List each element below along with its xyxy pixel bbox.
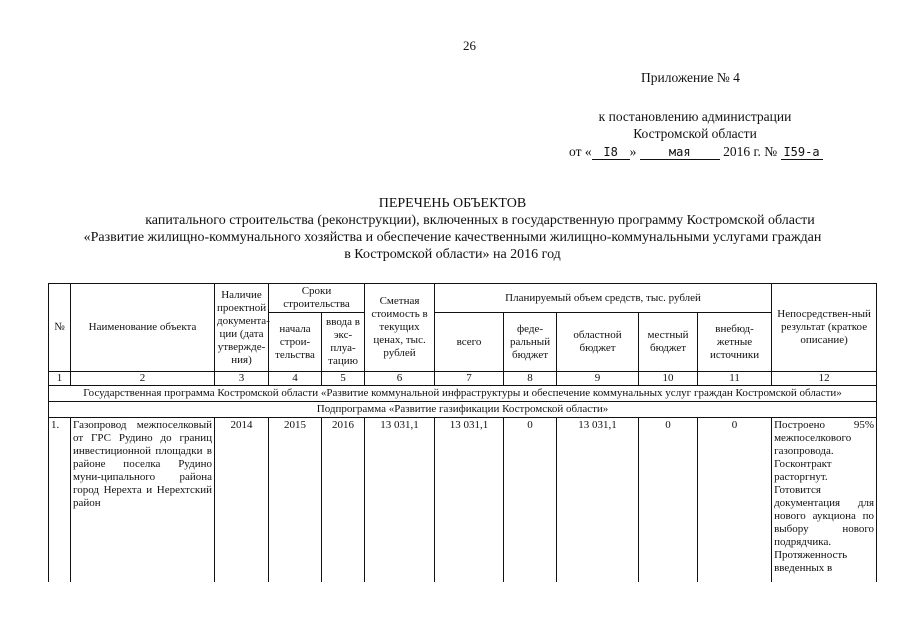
column-number: 9 [557, 372, 639, 386]
header-result: Непосредствен-ный результат (краткое описание) [772, 284, 877, 372]
column-number: 7 [435, 372, 504, 386]
column-number: 11 [698, 372, 772, 386]
column-number-row [49, 372, 877, 386]
row-regional: 13 031,1 [557, 418, 639, 583]
decree-line-1: к постановлению администрации [598, 109, 792, 124]
column-number: 3 [215, 372, 269, 386]
title-line-3: «Развитие жилищно-коммунального хозяйства и обеспечение качественными жилищно-коммунальными услугами граждан [83, 230, 822, 245]
date-mid: » [629, 144, 637, 159]
header-regional: областной бюджет [557, 313, 639, 372]
column-number: 5 [322, 372, 365, 386]
decree-date [569, 144, 823, 160]
title-line-2: капитального строительства (реконструкции), включенных в государственную программу Костромской области [145, 213, 815, 228]
program-row [49, 386, 877, 402]
header-start: начала строи-тельства [269, 313, 322, 372]
row-extra: 0 [698, 418, 772, 583]
row-commissioning: 2016 [322, 418, 365, 583]
header-row-1 [49, 284, 877, 313]
row-no: 1. [49, 418, 71, 583]
decree-line-2: Костромской области [633, 126, 757, 141]
header-local: местный бюджет [639, 313, 698, 372]
column-number: 10 [639, 372, 698, 386]
document-title [0, 195, 905, 263]
decree-month: мая [640, 145, 720, 160]
row-result: Построено 95% межпоселкового газопровода. Госконтракт расторгнут. Готовится документация для нового аукциона по выбору нового подрядчика. Протяженность введенных в [772, 418, 877, 583]
column-number: 6 [365, 372, 435, 386]
program-title: Государственная программа Костромской области «Развитие коммунальной инфраструктуры и обеспечение коммунальных услуг граждан Костромской области» [49, 386, 877, 402]
header-total: всего [435, 313, 504, 372]
header-terms: Сроки строительства [269, 284, 365, 313]
header-name: Наименование объекта [71, 284, 215, 372]
subprogram-title: Подпрограмма «Развитие газификации Костромской области» [49, 402, 877, 418]
row-name: Газопровод межпоселковый от ГРС Рудино до границ инвестиционной площадки в районе поселка Рудино муни-ципального района город Нерехта и Нерехтский район [71, 418, 215, 583]
date-prefix: от « [569, 144, 592, 159]
column-number: 4 [269, 372, 322, 386]
row-start: 2015 [269, 418, 322, 583]
decree-number: I59-а [781, 145, 823, 160]
header-no: № [49, 284, 71, 372]
subprogram-row [49, 402, 877, 418]
row-local: 0 [639, 418, 698, 583]
table-row [49, 418, 877, 583]
header-commissioning: ввода в экс-плуа-тацию [322, 313, 365, 372]
column-number: 1 [49, 372, 71, 386]
objects-table [48, 283, 877, 582]
column-number: 8 [504, 372, 557, 386]
title-line-4: в Костромской области» на 2016 год [344, 247, 561, 262]
header-cost: Сметная стоимость в текущих ценах, тыс. рублей [365, 284, 435, 372]
header-planned: Планируемый объем средств, тыс. рублей [435, 284, 772, 313]
column-number: 12 [772, 372, 877, 386]
title-line-1: ПЕРЕЧЕНЬ ОБЪЕКТОВ [378, 196, 527, 211]
column-number: 2 [71, 372, 215, 386]
decree-reference [560, 108, 830, 142]
row-cost: 13 031,1 [365, 418, 435, 583]
decree-day: I8 [592, 145, 630, 160]
row-total: 13 031,1 [435, 418, 504, 583]
appendix-label: Приложение № 4 [641, 70, 740, 85]
header-docs: Наличие проектной документа-ции (дата утвержде-ния) [215, 284, 269, 372]
row-federal: 0 [504, 418, 557, 583]
decree-year: 2016 г. № [723, 144, 778, 159]
header-extra: внебюд-жетные источники [698, 313, 772, 372]
row-docs: 2014 [215, 418, 269, 583]
header-federal: феде-ральный бюджет [504, 313, 557, 372]
page-number: 26 [463, 38, 476, 53]
